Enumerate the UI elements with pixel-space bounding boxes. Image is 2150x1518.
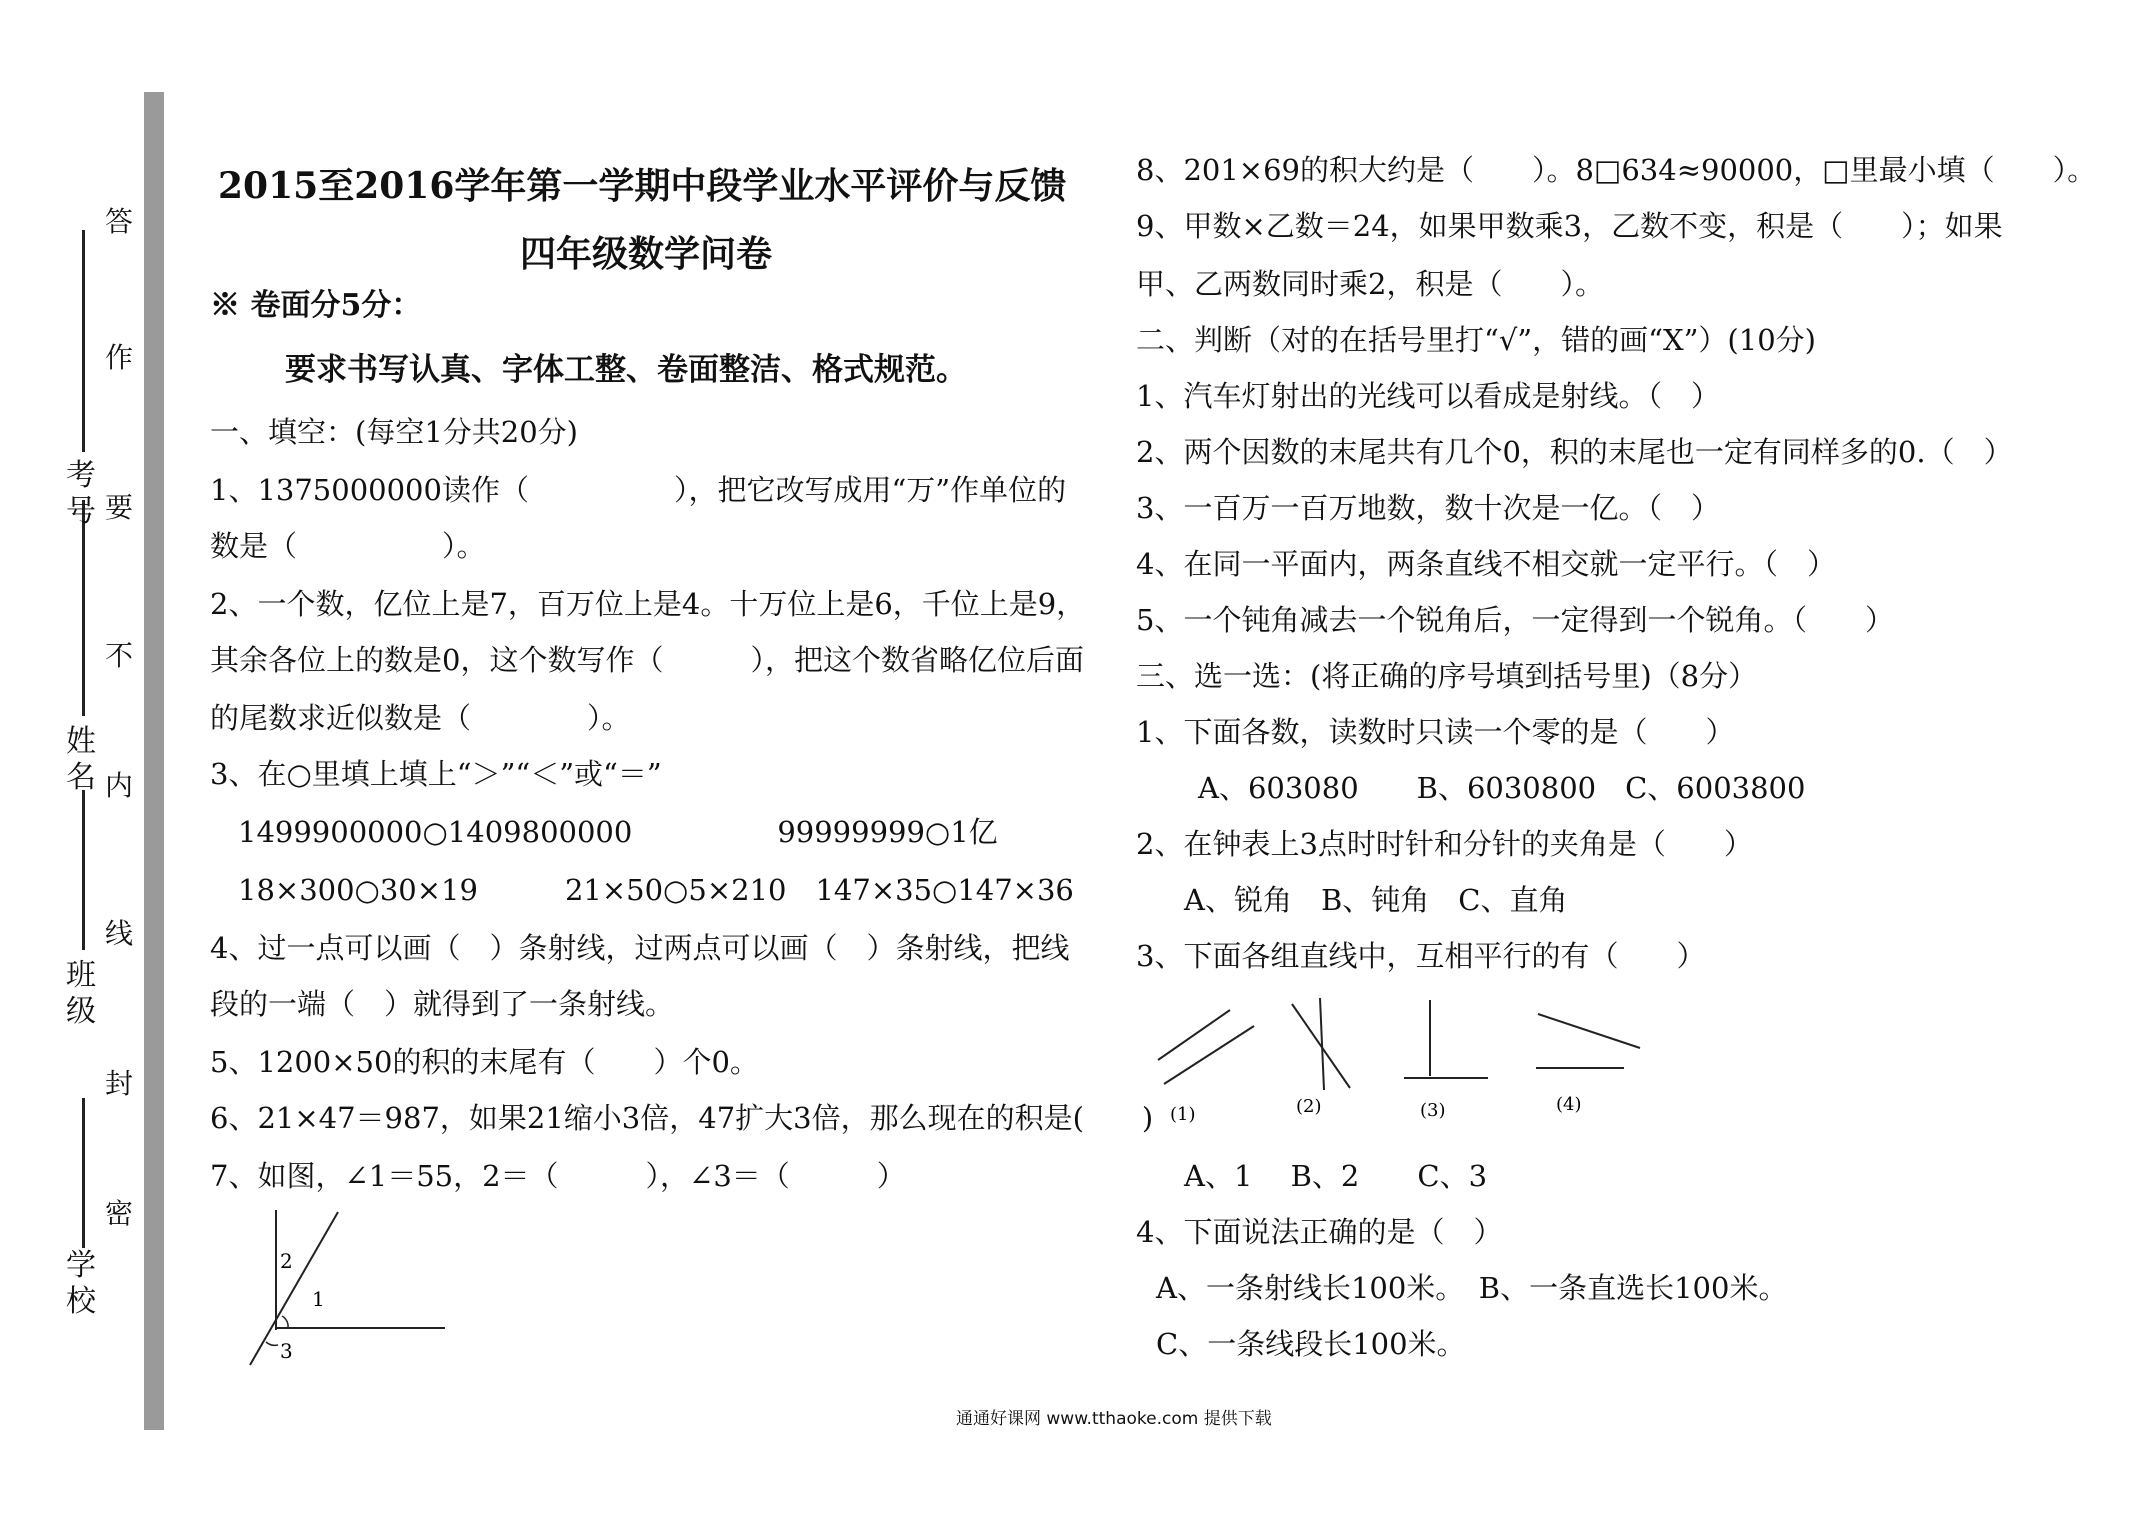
question-line: 数是（ ）。 bbox=[210, 529, 486, 563]
question-line: 5、1200×50的积的末尾有（ ）个0。 bbox=[210, 1045, 759, 1079]
question-line: 7、如图，∠1＝55，2＝（ ），∠3＝（ ） bbox=[210, 1159, 906, 1193]
answer-options: C、一条线段长100米。 bbox=[1156, 1327, 1466, 1361]
seal-char: 要 bbox=[104, 491, 133, 524]
question-line: 2、一个数，亿位上是7，百万位上是4。十万位上是6，千位上是9， bbox=[210, 587, 1086, 621]
seal-char: 线 bbox=[104, 917, 133, 950]
question-line: 3、下面各组直线中，互相平行的有（ ） bbox=[1136, 939, 1706, 973]
question-line: 3、一百万一百万地数，数十次是一亿。（ ） bbox=[1136, 491, 1720, 525]
question-line: 2、两个因数的末尾共有几个0，积的末尾也一定有同样多的0.（ ） bbox=[1136, 435, 2013, 469]
angle-label-1: 1 bbox=[312, 1287, 325, 1311]
seal-line-school bbox=[82, 1098, 85, 1248]
question-line: 其余各位上的数是0，这个数写作（ ），把这个数省略亿位后面 bbox=[210, 643, 1084, 677]
seal-char: 答 bbox=[104, 205, 133, 238]
question-line: 1、1375000000读作（ ），把它改写成用“万”作单位的 bbox=[210, 473, 1067, 507]
question-line: 甲、乙两数同时乘2，积是（ ）。 bbox=[1136, 267, 1604, 301]
seal-char: 密 bbox=[104, 1197, 133, 1230]
figure-label-3: (3) bbox=[1420, 1100, 1446, 1121]
seal-line-name bbox=[82, 500, 85, 716]
neatness-score: ※ 卷面分5分： bbox=[210, 288, 422, 323]
angle-label-3: 3 bbox=[280, 1339, 293, 1363]
section-heading: 二、判断（对的在括号里打“√”，错的画“X”）(10分) bbox=[1136, 323, 1816, 357]
question-line: 4、在同一平面内，两条直线不相交就一定平行。（ ） bbox=[1136, 547, 1836, 581]
seal-label-class: 班级 bbox=[66, 958, 96, 1029]
seal-label-exam-no: 考号 bbox=[66, 458, 96, 529]
seal-char: 封 bbox=[104, 1067, 133, 1100]
figure-label-4: (4) bbox=[1556, 1094, 1582, 1115]
angle-figure bbox=[240, 1200, 460, 1370]
question-line: 8、201×69的积大约是（ ）。8□634≈90000，□里最小填（ ）。 bbox=[1136, 153, 2097, 187]
question-line: 18×300○30×19 21×50○5×210 147×35○147×36 bbox=[238, 873, 1074, 907]
figure-label-1: (1) bbox=[1170, 1104, 1196, 1125]
margin-bar bbox=[144, 92, 164, 1430]
page-subtitle: 四年级数学问卷 bbox=[520, 233, 773, 275]
section-heading: 三、选一选：(将正确的序号填到括号里)（8分） bbox=[1136, 659, 1758, 693]
question-line: 3、在○里填上填上“＞”“＜”或“＝” bbox=[210, 757, 662, 791]
line-groups-figure bbox=[1150, 990, 1670, 1130]
answer-options: A、一条射线长100米。 B、一条直选长100米。 bbox=[1156, 1271, 1788, 1305]
question-line: 段的一端（ ）就得到了一条射线。 bbox=[210, 987, 675, 1021]
question-line: 9、甲数×乙数＝24，如果甲数乘3，乙数不变，积是（ ）；如果 bbox=[1136, 209, 2003, 243]
question-line: 1、汽车灯射出的光线可以看成是射线。（ ） bbox=[1136, 379, 1720, 413]
question-line: 2、在钟表上3点时时针和分针的夹角是（ ） bbox=[1136, 827, 1753, 861]
question-line: 1、下面各数，读数时只读一个零的是（ ） bbox=[1136, 715, 1735, 749]
seal-char: 不 bbox=[104, 639, 133, 672]
section-heading: 一、填空：(每空1分共20分) bbox=[210, 415, 578, 449]
question-line: 的尾数求近似数是（ ）。 bbox=[210, 701, 631, 735]
figure-label-2: (2) bbox=[1296, 1096, 1322, 1117]
angle-label-2: 2 bbox=[280, 1249, 293, 1273]
question-line: 4、下面说法正确的是（ ） bbox=[1136, 1215, 1503, 1249]
seal-label-school: 学校 bbox=[66, 1248, 96, 1319]
footer-source: 通通好课网 www.tthaoke.com 提供下载 bbox=[956, 1409, 1272, 1429]
question-line: 4、过一点可以画（ ）条射线，过两点可以画（ ）条射线，把线 bbox=[210, 931, 1070, 965]
answer-options: A、603080 B、6030800 C、6003800 bbox=[1198, 771, 1806, 805]
answer-options: A、锐角 B、钝角 C、直角 bbox=[1184, 883, 1568, 917]
writing-requirement: 要求书写认真、字体工整、卷面整洁、格式规范。 bbox=[285, 352, 967, 388]
seal-char: 作 bbox=[104, 341, 133, 374]
question-line: 6、21×47＝987，如果21缩小3倍，47扩大3倍，那么现在的积是( ) bbox=[210, 1101, 1154, 1135]
seal-line-class bbox=[82, 790, 85, 950]
question-line: 1499900000○1409800000 99999999○1亿 bbox=[238, 815, 998, 849]
seal-char: 内 bbox=[104, 769, 133, 802]
seal-label-name: 姓名 bbox=[66, 724, 96, 795]
answer-options: A、1 B、2 C、3 bbox=[1184, 1159, 1488, 1193]
page-title: 2015至2016学年第一学期中段学业水平评价与反馈 bbox=[218, 165, 1067, 207]
question-line: 5、一个钝角减去一个锐角后，一定得到一个锐角。（ ） bbox=[1136, 603, 1894, 637]
seal-line-exam-no bbox=[82, 230, 85, 452]
